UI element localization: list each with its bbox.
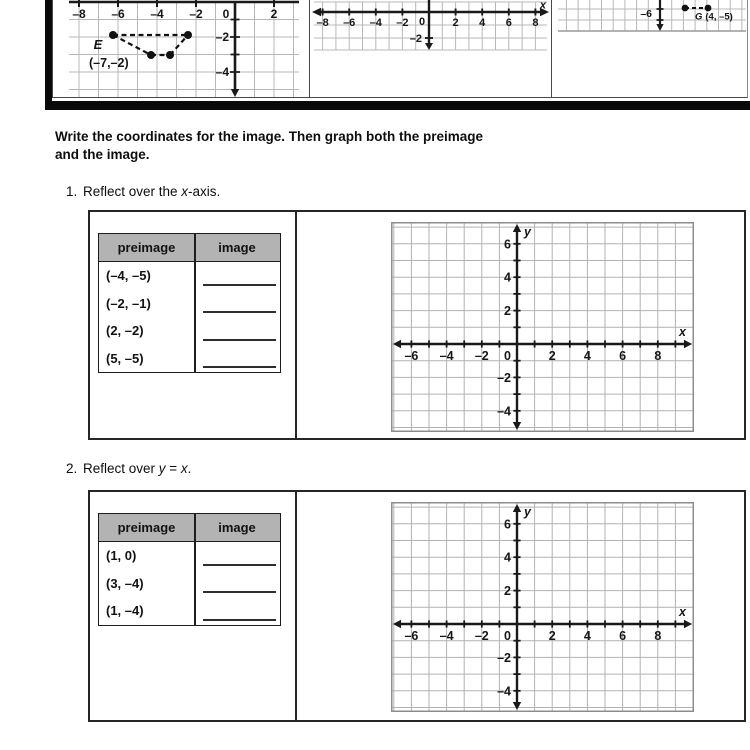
x-tick-label: 8	[654, 349, 662, 363]
preimage-cell: (–2, –1)	[106, 295, 151, 311]
vertex-dot	[109, 31, 117, 39]
table-column-rule	[194, 514, 196, 625]
header-cell-preimage: preimage	[117, 520, 176, 535]
y-axis-arrow-down	[425, 43, 433, 50]
tick-label: 4	[479, 17, 486, 29]
example-panels-row	[52, 0, 748, 98]
example-box-bottom-border	[45, 101, 750, 110]
example-graph-1	[53, 0, 310, 97]
table-row	[99, 597, 280, 625]
example-strip	[45, 0, 750, 110]
x-tick-label: 4	[583, 629, 591, 643]
image-cell	[194, 542, 280, 570]
example-box-left-border	[45, 0, 52, 110]
tick-label: 2	[452, 17, 459, 29]
answer-blank	[203, 366, 276, 368]
table-column-rule	[194, 234, 196, 372]
problem-1-table	[98, 233, 281, 373]
table-header-row	[99, 514, 280, 542]
problem-2-table	[98, 513, 281, 626]
problem-1-grid	[391, 222, 694, 432]
answer-blank	[203, 284, 276, 286]
problem-1-number: 1.	[66, 184, 78, 199]
problem-2-box	[88, 490, 746, 722]
image-cell	[194, 597, 280, 625]
tick-label: –4	[150, 7, 164, 21]
y-axis-arrow-down	[231, 89, 239, 97]
example-panel-2	[309, 0, 551, 97]
problem-1-prompt	[66, 184, 220, 199]
y-axis-arrow-down	[656, 24, 663, 31]
tick-label: –4	[369, 17, 382, 29]
point-dot	[705, 5, 712, 12]
y-tick-label: –4	[497, 684, 511, 699]
tick-label: –6	[343, 17, 356, 29]
origin-label: 0	[504, 349, 511, 363]
table-row	[99, 345, 280, 373]
x-axis-arrow-right	[684, 340, 692, 348]
table-row	[99, 290, 280, 318]
x-tick-label: –4	[439, 629, 454, 643]
x-tick-label: –4	[439, 349, 454, 363]
vertex-dot	[147, 51, 155, 59]
tick-label: –8	[316, 17, 329, 29]
example-graph-3	[552, 0, 747, 97]
answer-blank	[203, 311, 276, 313]
table-row	[99, 317, 280, 345]
y-axis-name: y	[524, 225, 531, 239]
y-axis-arrow-up	[513, 224, 521, 232]
header-cell-image: image	[218, 520, 256, 535]
coordinate-grid-2	[391, 502, 694, 712]
problem-2-number: 2.	[66, 461, 78, 476]
table-row	[99, 262, 280, 290]
preimage-cell: (1, –4)	[106, 603, 144, 619]
x-axis-arrow-right	[684, 620, 692, 628]
y-tick-label: 2	[504, 584, 511, 599]
gridlines	[69, 2, 299, 97]
y-tick-label: 2	[504, 304, 511, 319]
coordinate-grid-1	[391, 222, 694, 432]
y-tick-label: –2	[497, 650, 511, 665]
x-axis-arrow-left	[312, 8, 321, 16]
example-panel-1	[52, 0, 309, 97]
preimage-cell: (3, –4)	[106, 575, 144, 591]
x-tick-label: 2	[548, 349, 556, 363]
vertex-coords-label: (–7,–2)	[89, 56, 129, 70]
table-row	[99, 542, 280, 570]
y-axis-arrow-down	[513, 702, 521, 710]
y-tick-label: 4	[504, 550, 511, 565]
x-axis-name: x	[679, 325, 686, 339]
x-tick-label: 6	[619, 629, 627, 643]
x-axis-name: x	[539, 0, 546, 12]
instructions-line-2: and the image.	[55, 146, 150, 162]
x-tick-label: 8	[654, 629, 662, 643]
tick-label: –2	[189, 7, 203, 21]
tick-label: –2	[396, 17, 409, 29]
answer-blank	[203, 564, 276, 566]
x-tick-label: –2	[474, 629, 489, 643]
instructions-heading	[55, 128, 615, 163]
problem-2-text: Reflect over y = x.	[83, 461, 192, 476]
tick-label: –6	[111, 7, 125, 21]
problem-2-box-divider	[295, 492, 297, 720]
y-axis-arrow-up	[513, 504, 521, 512]
y-tick-label: 4	[504, 270, 511, 285]
point-dot	[682, 5, 689, 12]
preimage-cell: (2, –2)	[106, 323, 144, 339]
header-cell-image: image	[218, 240, 256, 255]
answer-blank	[203, 339, 276, 341]
table-header-row	[99, 234, 280, 262]
point-G-label: G (4, –5)	[695, 11, 733, 23]
image-cell	[194, 317, 280, 345]
origin-label: 0	[504, 629, 511, 643]
tick-label: 2	[270, 7, 278, 21]
preimage-cell: (–4, –5)	[106, 268, 151, 284]
tick-label: –2	[409, 33, 422, 45]
tick-label: 6	[505, 17, 512, 29]
instructions-line-1: Write the coordinates for the image. Then graph both the preimage	[55, 129, 484, 144]
image-cell	[194, 345, 280, 373]
image-cell	[194, 290, 280, 318]
y-axis-name: y	[524, 505, 531, 519]
tick-label: 0	[418, 16, 426, 28]
y-tick-label: –2	[497, 370, 511, 385]
vertex-dot	[184, 31, 192, 39]
y-tick-label: 6	[504, 237, 511, 252]
table-row	[99, 570, 280, 598]
x-tick-label: –2	[474, 349, 489, 363]
example-panel-3	[551, 0, 747, 97]
tick-label: –6	[640, 8, 652, 20]
tick-label: 8	[532, 17, 539, 29]
x-tick-label: –6	[404, 349, 419, 363]
x-tick-label: 2	[548, 629, 556, 643]
tick-label: –8	[72, 7, 86, 21]
answer-blank	[203, 619, 276, 621]
x-tick-label: 6	[619, 349, 627, 363]
preimage-cell: (5, –5)	[106, 350, 144, 366]
x-tick-label: –6	[404, 629, 419, 643]
vertex-dot	[166, 51, 174, 59]
y-tick-label: 6	[504, 517, 511, 532]
x-axis-name: x	[679, 605, 686, 619]
problem-2-grid	[391, 502, 694, 712]
header-cell-preimage: preimage	[117, 240, 176, 255]
y-axis-arrow-down	[513, 422, 521, 430]
preimage-cell: (1, 0)	[106, 548, 137, 564]
image-cell	[194, 570, 280, 598]
vertex-label-E: E	[93, 37, 103, 52]
tick-label: –2	[215, 30, 229, 44]
x-tick-label: 4	[583, 349, 591, 363]
tick-label: 0	[222, 7, 230, 21]
problem-1-box-divider	[295, 212, 297, 438]
problem-2-prompt	[66, 461, 191, 476]
example-graph-2	[310, 0, 551, 97]
problem-1-box	[88, 210, 746, 440]
image-cell	[194, 262, 280, 290]
problem-1-text: Reflect over the x-axis.	[83, 184, 221, 199]
answer-blank	[203, 591, 276, 593]
y-tick-label: –4	[497, 404, 511, 419]
tick-label: –4	[215, 65, 229, 79]
